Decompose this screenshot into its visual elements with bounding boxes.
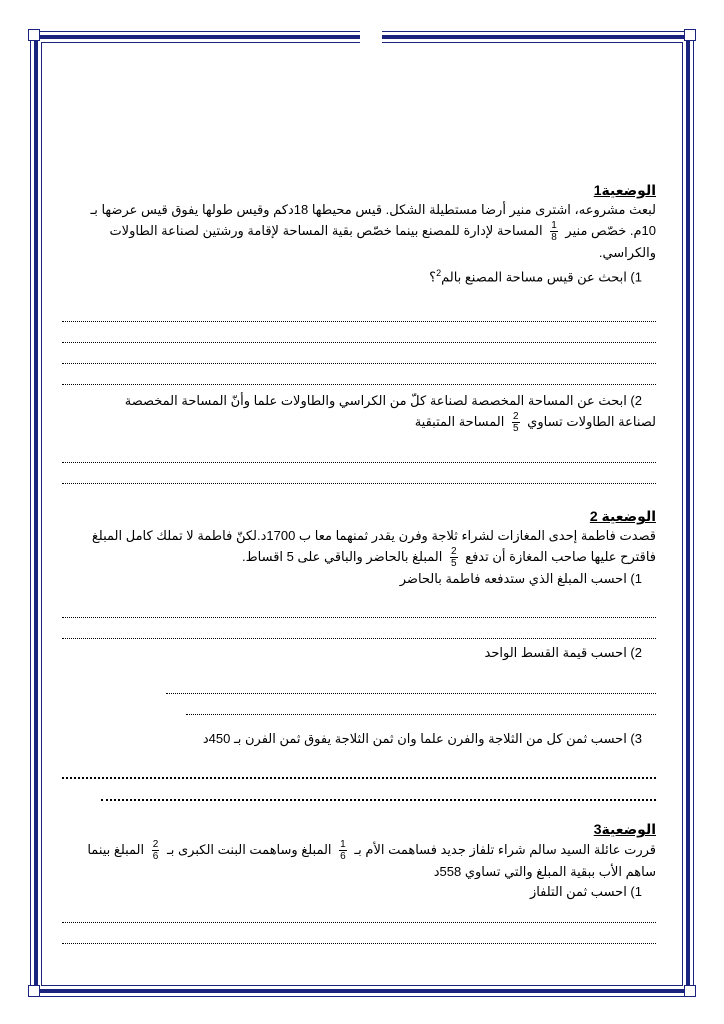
answer-line[interactable] [62, 347, 656, 364]
s1-line-2: 10م. خصّص منير $\frac{1}{8}$ المساحة لإدارة للمصنع بينما خصّص بقية المساحة لإقامة ورشتين لصناعة الطاولات [109, 220, 656, 243]
answer-line[interactable] [62, 326, 656, 343]
answer-line[interactable] [62, 446, 656, 463]
corner-ornament [28, 29, 40, 41]
fraction: $\frac{2}{6}$ [152, 839, 159, 863]
answer-line[interactable] [101, 783, 656, 801]
fraction: $\frac{1}{6}$ [340, 839, 346, 863]
frame-gap [360, 31, 382, 45]
answer-line[interactable] [62, 467, 656, 484]
s2-line-1: قصدت فاطمة إحدى المغازات لشراء ثلاجة وفرن يقدر ثمنهما معا ب 1700د.لكنّ فاطمة لا تملك كامل المبلغ [91, 528, 656, 544]
answer-line[interactable] [166, 677, 656, 694]
section-2-title: الوضعية 2 [589, 508, 656, 525]
fraction: $\frac{1}{8}$ [551, 220, 557, 243]
s1-question-1: 1) ابحث عن قيس مساحة المصنع بالم$^2$؟ [429, 268, 642, 285]
s2-question-1: 1) احسب المبلغ الذي ستدفعه فاطمة بالحاضر [399, 571, 642, 587]
fraction: $\frac{2}{5}$ [512, 411, 519, 435]
s3-line-2: ساهم الأب ببقية المبلغ والتي تساوي 558د [433, 864, 656, 880]
section-3-title: الوضعية3 [593, 821, 656, 838]
s1-question-2-cont: لصناعة الطاولات تساوي $\frac{2}{5}$ المساحة المتبقية [414, 411, 656, 435]
answer-line[interactable] [62, 601, 656, 618]
s3-line-1: قررت عائلة السيد سالم شراء تلفاز جديد فساهمت الأم بـ $\frac{1}{6}$ المبلغ وساهمت البنت الكبرى بـ $\frac{2}{6}$ المبلغ بينما [87, 839, 656, 863]
s3-question-1: 1) احسب ثمن التلفاز [529, 884, 642, 900]
answer-line[interactable] [62, 305, 656, 322]
s2-question-3: 3) احسب ثمن كل من الثلاجة والفرن علما وان ثمن الثلاجة يفوق ثمن الفرن بـ 450د [202, 731, 642, 747]
s2-line-2: فاقترح عليها صاحب المغازة أن تدفع $\frac{2}{5}$ المبلغ بالحاضر والباقي على 5 اقساط. [242, 546, 656, 570]
answer-line[interactable] [62, 906, 656, 923]
answer-line[interactable] [186, 698, 656, 715]
answer-line[interactable] [62, 368, 656, 385]
worksheet-content [62, 180, 656, 970]
corner-ornament [684, 985, 696, 997]
s1-line-3: والكراسي. [598, 245, 656, 260]
answer-line[interactable] [62, 622, 656, 639]
answer-line[interactable] [62, 927, 656, 944]
answer-line[interactable] [62, 761, 656, 779]
corner-ornament [684, 29, 696, 41]
s1-line-1: لبعث مشروعه، اشترى منير أرضا مستطيلة الشكل. قيس محيطها 18دكم وقيس طولها يفوق قيس عرضها بـ [90, 202, 656, 217]
fraction: $\frac{2}{5}$ [450, 546, 457, 570]
section-1-title: الوضعية1 [593, 182, 656, 198]
corner-ornament [28, 985, 40, 997]
s2-question-2: 2) احسب قيمة القسط الواحد [484, 645, 642, 661]
s1-question-2: 2) ابحث عن المساحة المخصصة لصناعة كلّ من الكراسي والطاولات علما وأنّ المساحة المخصصة [124, 393, 642, 409]
